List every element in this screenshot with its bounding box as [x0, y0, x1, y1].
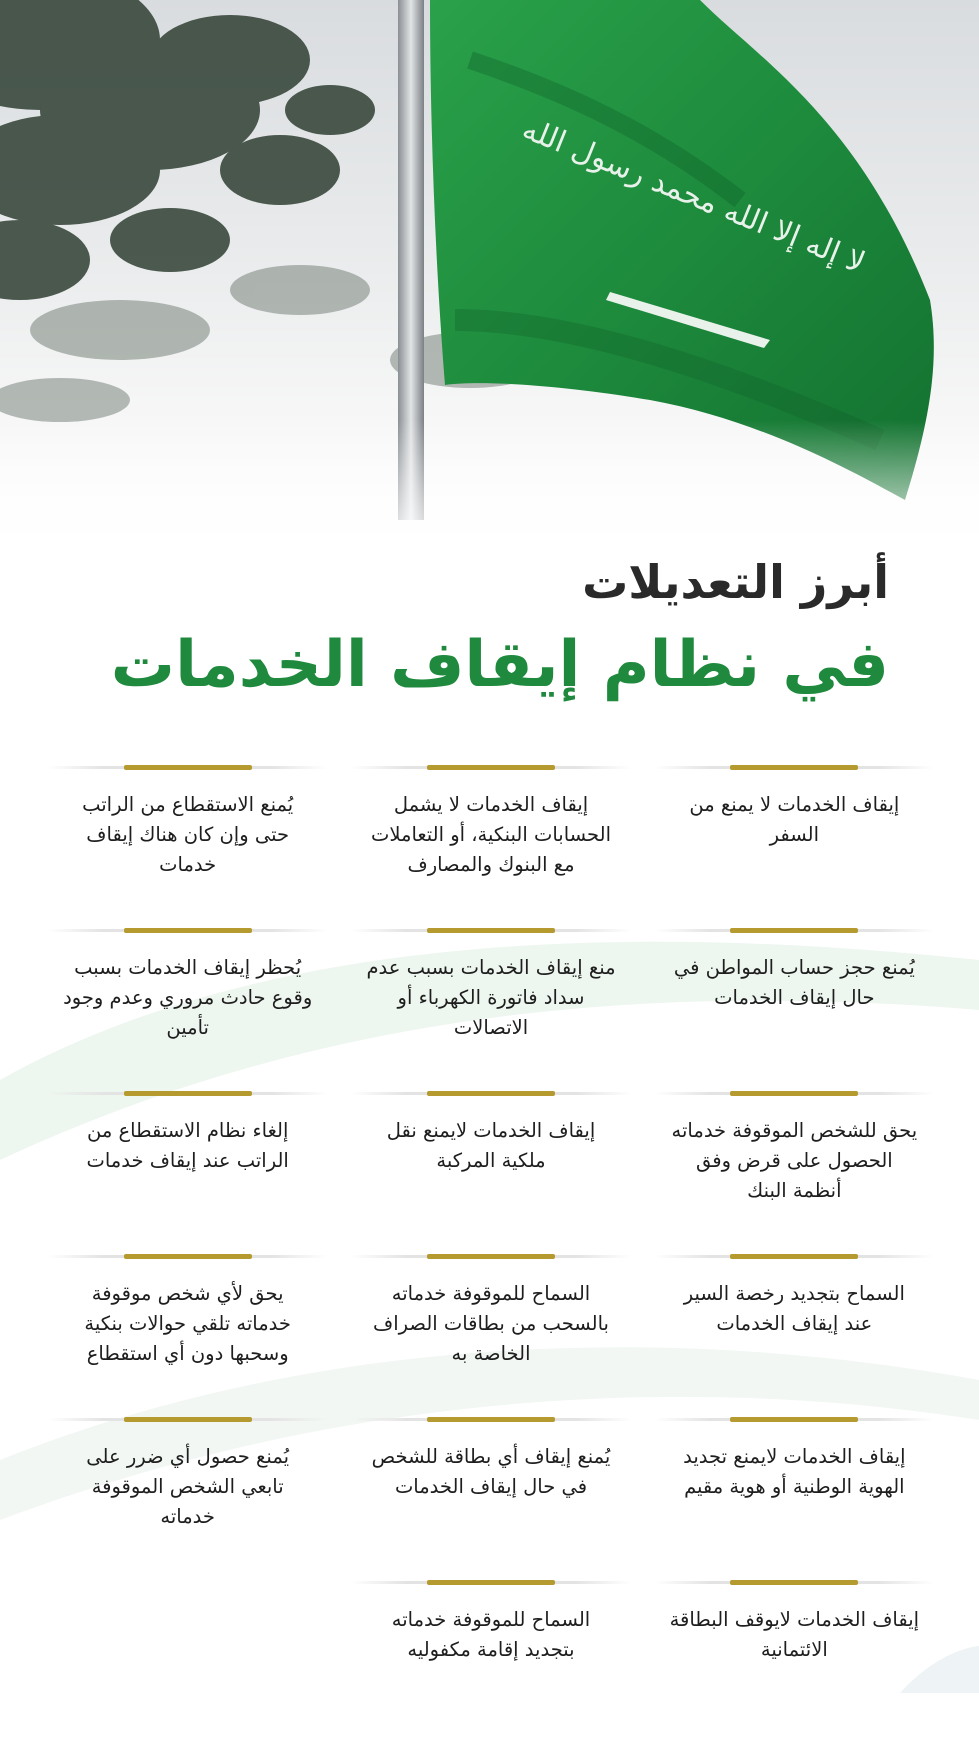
item-text: يُمنع إيقاف أي بطاقة للشخص في حال إيقاف الخدمات: [371, 1445, 611, 1498]
divider: [655, 929, 934, 932]
grid-item: [36, 923, 339, 1086]
divider: [351, 1581, 630, 1584]
grid-item: [643, 760, 946, 923]
divider: [655, 1581, 934, 1584]
grid-item: [36, 1412, 339, 1575]
item-text: منع إيقاف الخدمات بسبب عدم سداد فاتورة الكهرباء أو الاتصالات: [366, 956, 616, 1039]
grid-item: [339, 923, 642, 1086]
divider: [48, 1092, 327, 1095]
flag-shahada: لا إله إلا الله محمد رسول الله: [517, 111, 870, 281]
divider: [351, 766, 630, 769]
item-text: يحق لأي شخص موقوفة خدماته تلقي حوالات بنكية وسحبها دون أي استقطاع: [84, 1282, 291, 1365]
item-text: السماح بتجديد رخصة السير عند إيقاف الخدمات: [683, 1282, 905, 1335]
divider: [655, 1092, 934, 1095]
grid-item: [643, 1575, 946, 1738]
divider: [48, 766, 327, 769]
grid-item: [643, 923, 946, 1086]
divider: [351, 1255, 630, 1258]
grid-item: [643, 1412, 946, 1575]
grid-item: [36, 760, 339, 923]
divider: [655, 766, 934, 769]
grid-item: [339, 760, 642, 923]
amendments-grid: [36, 760, 946, 1738]
hero-photo: [0, 0, 979, 560]
item-text: إيقاف الخدمات لايمنع تجديد الهوية الوطنية أو هوية مقيم: [683, 1445, 906, 1498]
grid-item: [339, 1086, 642, 1249]
item-text: يُحظر إيقاف الخدمات بسبب وقوع حادث مروري وعدم وجود تأمين: [63, 956, 313, 1039]
page-title-line1: أبرز التعديلات: [582, 555, 889, 609]
divider: [48, 929, 327, 932]
item-text: يحق للشخص الموقوفة خدماته الحصول على قرض وفق أنظمة البنك: [671, 1119, 918, 1202]
grid-item: [339, 1575, 642, 1738]
flag-illustration: [0, 0, 979, 560]
grid-item: [36, 1086, 339, 1249]
item-text: إيقاف الخدمات لا يشمل الحسابات البنكية، أو التعاملات مع البنوك والمصارف: [371, 793, 611, 876]
divider: [655, 1418, 934, 1421]
divider: [48, 1255, 327, 1258]
grid-item-empty: [36, 1575, 339, 1738]
item-text: يُمنع حجز حساب المواطن في حال إيقاف الخدمات: [673, 956, 915, 1009]
grid-item: [643, 1249, 946, 1412]
item-text: يُمنع حصول أي ضرر على تابعي الشخص الموقوفة خدماته: [86, 1445, 290, 1528]
item-text: السماح للموقوفة خدماته بتجديد إقامة مكفوليه: [391, 1608, 591, 1661]
item-text: إيقاف الخدمات لايمنع نقل ملكية المركبة: [386, 1119, 596, 1172]
divider: [351, 929, 630, 932]
divider: [351, 1092, 630, 1095]
grid-item: [36, 1249, 339, 1412]
item-text: إيقاف الخدمات لا يمنع من السفر: [689, 793, 900, 846]
divider: [351, 1418, 630, 1421]
divider: [655, 1255, 934, 1258]
item-text: يُمنع الاستقطاع من الراتب حتى وإن كان هناك إيقاف خدمات: [82, 793, 294, 876]
item-text: إلغاء نظام الاستقطاع من الراتب عند إيقاف خدمات: [86, 1119, 289, 1172]
item-text: السماح للموقوفة خدماته بالسحب من بطاقات الصراف الخاصة به: [373, 1282, 609, 1365]
grid-item: [339, 1249, 642, 1412]
grid-item: [339, 1412, 642, 1575]
item-text: إيقاف الخدمات لايوقف البطاقة الائتمانية: [669, 1608, 920, 1661]
grid-item: [643, 1086, 946, 1249]
page-title-line2: في نظام إيقاف الخدمات: [110, 628, 889, 702]
divider: [48, 1418, 327, 1421]
tree-foliage: [0, 0, 375, 300]
